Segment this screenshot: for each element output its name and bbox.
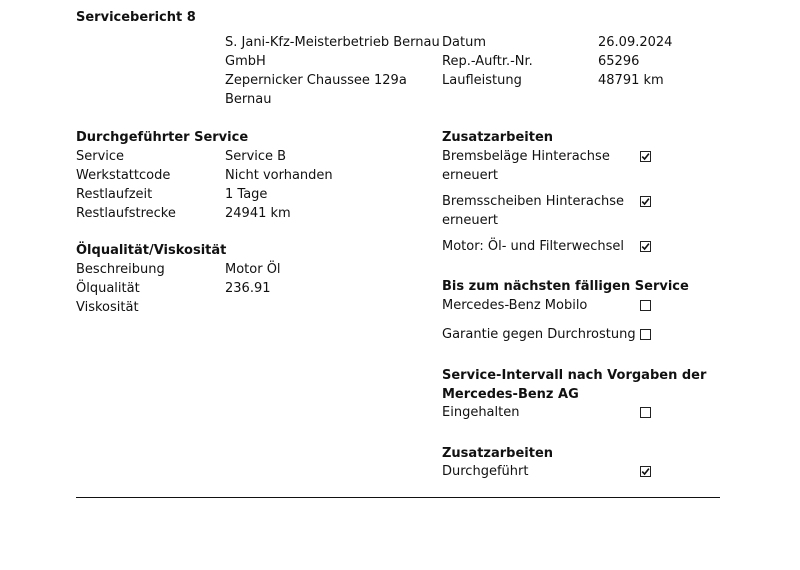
brake-discs-label-line1: Bremsscheiben Hinterachse: [442, 194, 624, 209]
meta-label-order-no: Rep.-Auftr.-Nr.: [442, 54, 533, 69]
meta-label-mileage: Laufleistung: [442, 73, 522, 88]
remaining-distance-value: 24941 km: [225, 206, 291, 221]
interval-heading-line1: Service-Intervall nach Vorgaben der: [442, 368, 707, 383]
workshop-code-label: Werkstattcode: [76, 168, 171, 183]
checkmark-icon: [641, 197, 650, 206]
remaining-time-label: Restlaufzeit: [76, 187, 153, 202]
oil-description-value: Motor Öl: [225, 262, 281, 277]
checkmark-icon: [641, 152, 650, 161]
meta-value-mileage: 48791 km: [598, 73, 664, 88]
viscosity-label: Viskosität: [76, 300, 139, 315]
workshop-name-line1: S. Jani-Kfz-Meisterbetrieb Bernau: [225, 35, 440, 50]
brake-pads-label-line2: erneuert: [442, 168, 499, 183]
mobilo-label: Mercedes-Benz Mobilo: [442, 298, 588, 313]
rust-warranty-label: Garantie gegen Durchrostung: [442, 327, 636, 342]
brake-pads-label-line1: Bremsbeläge Hinterachse: [442, 149, 610, 164]
mobilo-checkbox[interactable]: [640, 300, 651, 311]
remaining-time-value: 1 Tage: [225, 187, 268, 202]
interval-kept-label: Eingehalten: [442, 405, 520, 420]
checkmark-icon: [641, 242, 650, 251]
meta-value-date: 26.09.2024: [598, 35, 673, 50]
additional-work-2-heading: Zusatzarbeiten: [442, 446, 554, 461]
brake-discs-checkbox[interactable]: [640, 196, 651, 207]
workshop-city: Bernau: [225, 92, 272, 107]
oil-filter-change-checkbox[interactable]: [640, 241, 651, 252]
bottom-divider: [76, 497, 720, 498]
interval-heading-line2: Mercedes-Benz AG: [442, 387, 579, 402]
remaining-distance-label: Restlaufstrecke: [76, 206, 176, 221]
workshop-code-value: Nicht vorhanden: [225, 168, 333, 183]
oil-filter-change-label: Motor: Öl- und Filterwechsel: [442, 239, 624, 254]
performed-label: Durchgeführt: [442, 464, 529, 479]
additional-work-heading: Zusatzarbeiten: [442, 130, 554, 145]
report-title: Servicebericht 8: [76, 10, 196, 25]
oil-quality-value: 236.91: [225, 281, 271, 296]
service-label: Service: [76, 149, 125, 164]
checkmark-icon: [641, 467, 650, 476]
rust-warranty-checkbox[interactable]: [640, 329, 651, 340]
next-service-heading: Bis zum nächsten fälligen Service: [442, 279, 689, 294]
oil-quality-label: Ölqualität: [76, 281, 140, 296]
brake-pads-checkbox[interactable]: [640, 151, 651, 162]
service-value: Service B: [225, 149, 287, 164]
meta-label-date: Datum: [442, 35, 486, 50]
service-heading: Durchgeführter Service: [76, 130, 249, 145]
brake-discs-label-line2: erneuert: [442, 213, 499, 228]
oil-description-label: Beschreibung: [76, 262, 165, 277]
workshop-street: Zepernicker Chaussee 129a: [225, 73, 407, 88]
meta-value-order-no: 65296: [598, 54, 640, 69]
oil-heading: Ölqualität/Viskosität: [76, 243, 227, 258]
interval-kept-checkbox[interactable]: [640, 407, 651, 418]
workshop-name-line2: GmbH: [225, 54, 266, 69]
performed-checkbox[interactable]: [640, 466, 651, 477]
